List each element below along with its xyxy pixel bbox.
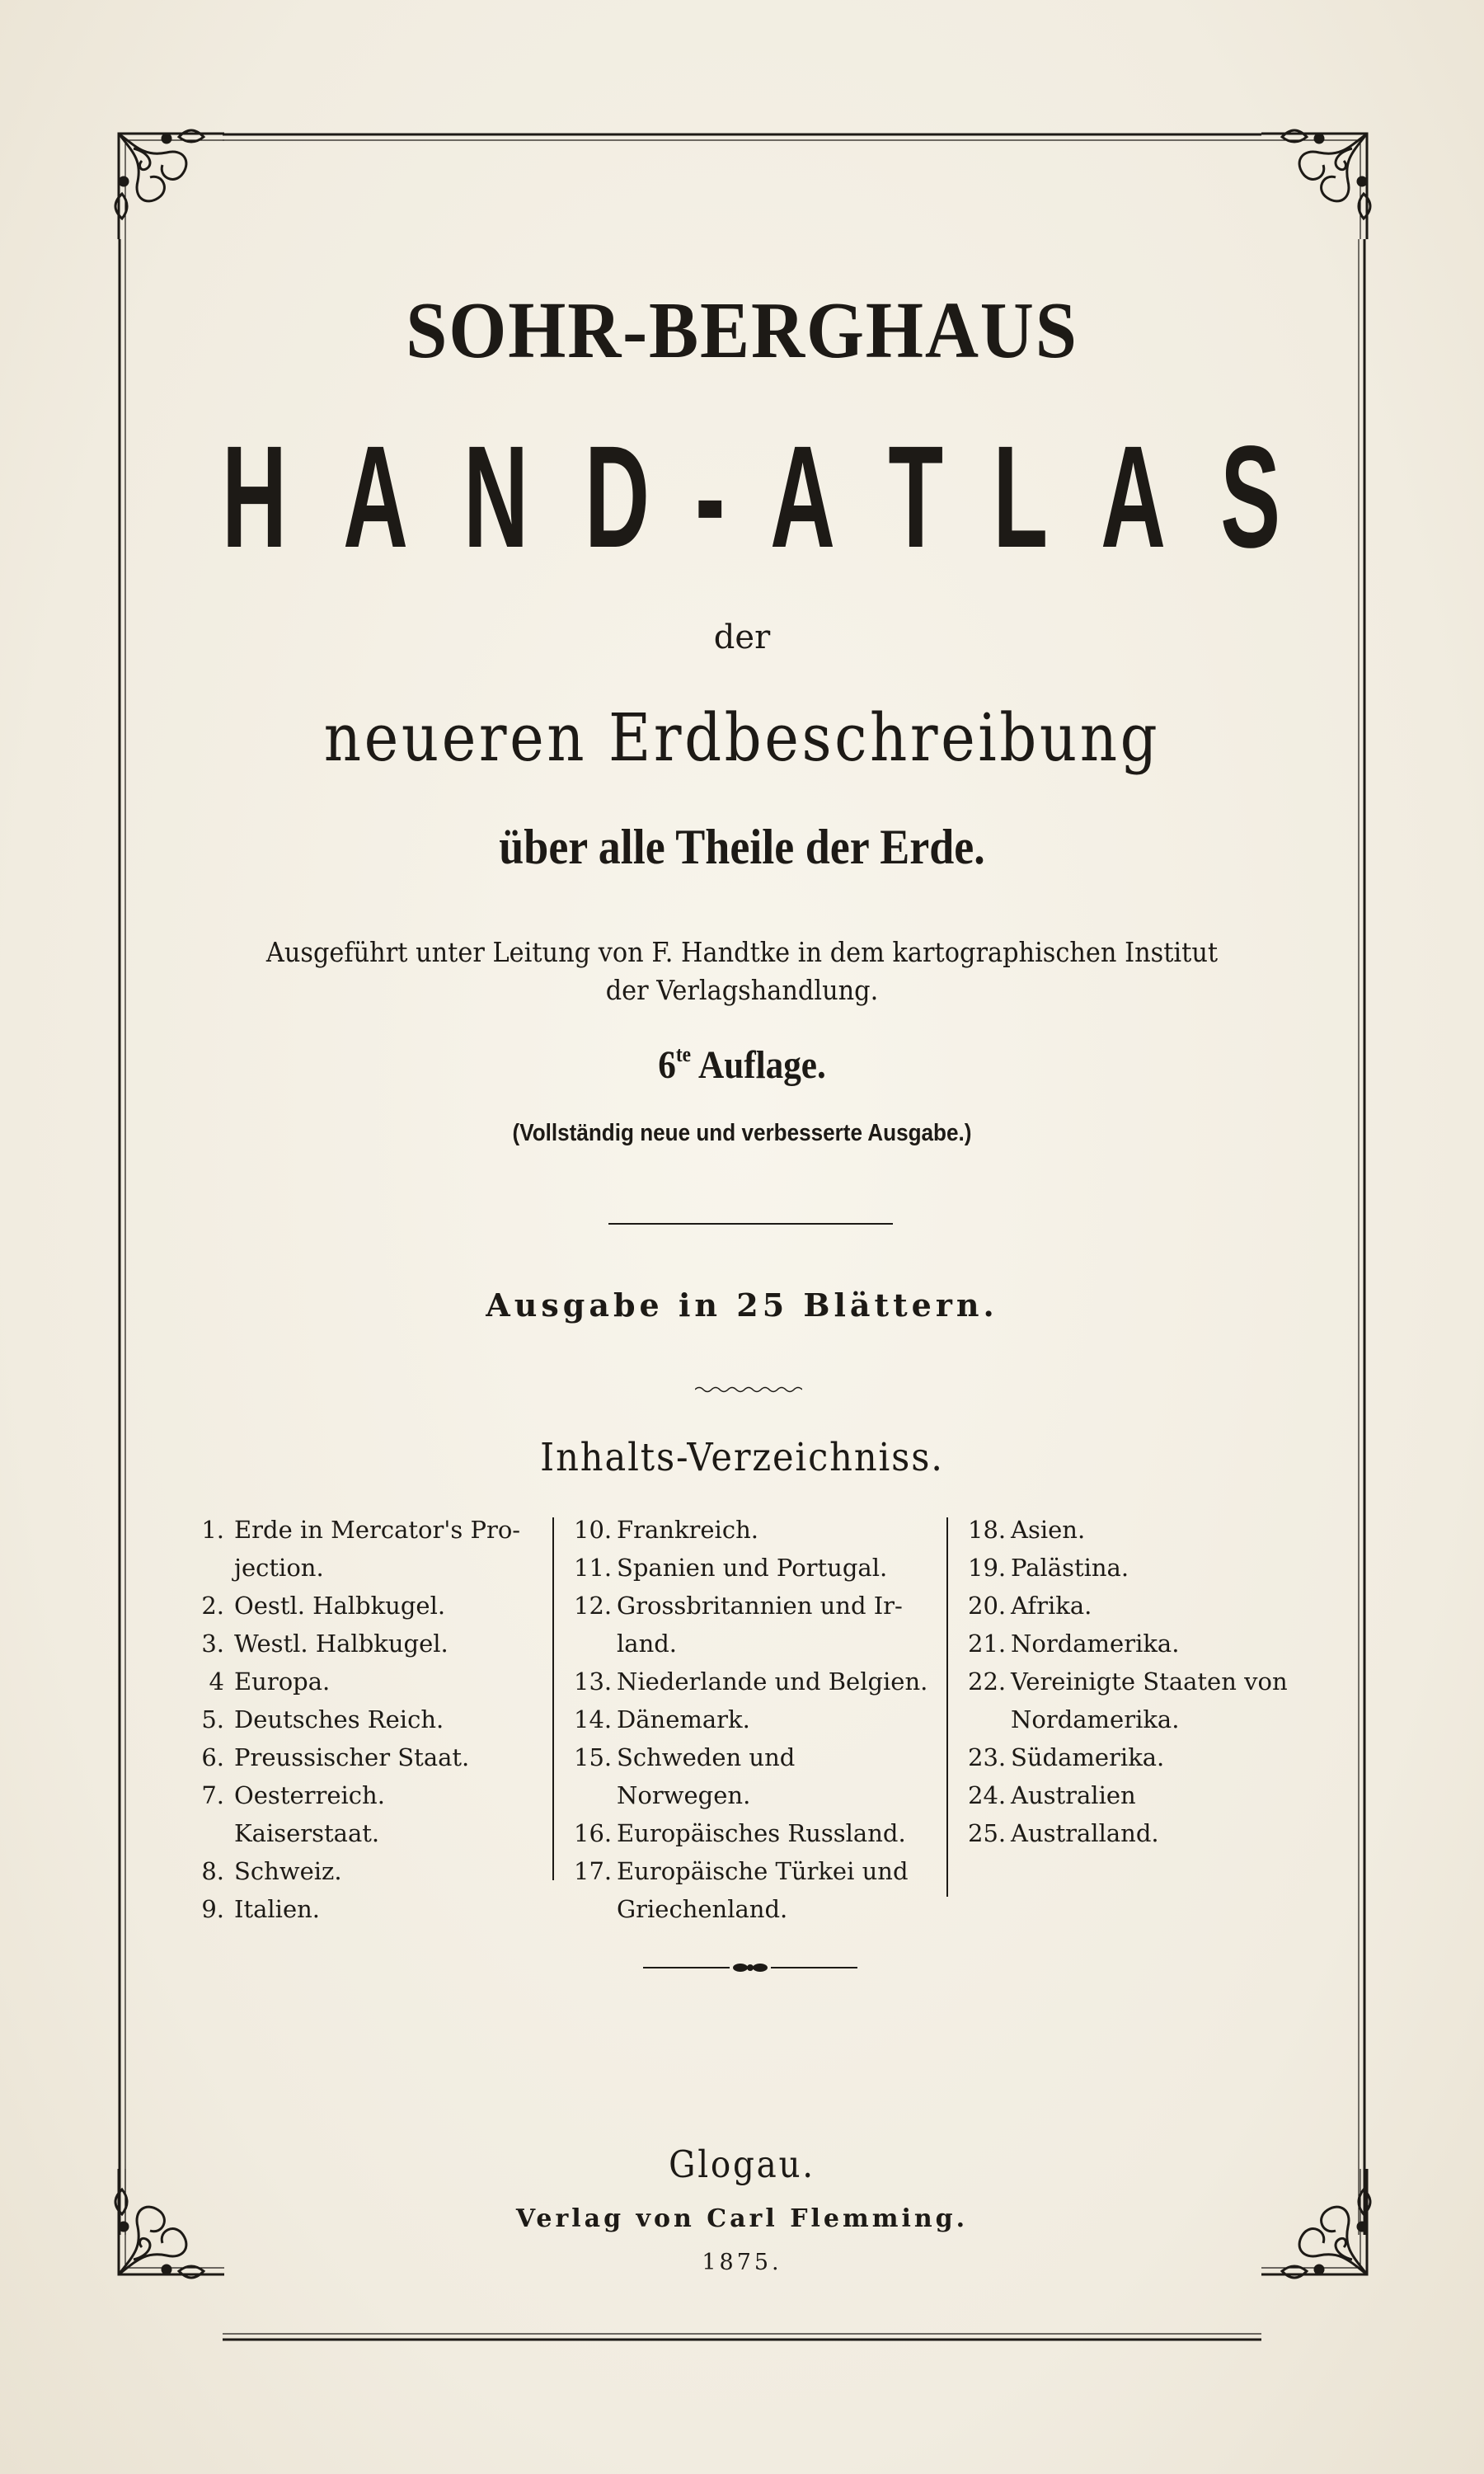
toc-entry xyxy=(191,1700,538,1738)
toc-entry-title: Spanien und Portugal. xyxy=(617,1554,888,1582)
toc-entry-number: 25. xyxy=(968,1819,1007,1847)
toc-entry-number: 20. xyxy=(968,1592,1007,1620)
toc-entry-title: Australien xyxy=(1011,1781,1136,1809)
toc-entry xyxy=(574,1587,928,1625)
toc-entry-title: Australland. xyxy=(1011,1819,1159,1847)
title-letter: A xyxy=(770,416,835,578)
toc-entry xyxy=(191,1625,538,1663)
edition xyxy=(74,1042,1410,1088)
toc-entry xyxy=(968,1587,1322,1625)
toc-entry-title: Frankreich. xyxy=(617,1516,758,1544)
toc-entry-number: 7. xyxy=(201,1781,224,1809)
edition-suffix: te xyxy=(675,1042,691,1066)
toc-entry-title: Vereinigte Staaten von xyxy=(1011,1667,1288,1696)
toc-entry-title: Südamerika. xyxy=(1011,1743,1165,1771)
imprint-year: 1875. xyxy=(702,2250,782,2275)
toc-entry xyxy=(191,1738,538,1776)
toc-entry-title: Erde in Mercator's Pro- xyxy=(234,1516,521,1544)
toc-entry xyxy=(191,1776,538,1852)
toc-entry-number: 6. xyxy=(201,1743,224,1771)
toc-entry-title: Grossbritannien und Ir- xyxy=(617,1592,903,1620)
toc-entry-title: Italien. xyxy=(234,1895,321,1923)
toc-entry xyxy=(191,1852,538,1890)
title-letter: N xyxy=(463,416,529,578)
table-of-contents xyxy=(191,1511,1321,1923)
toc-column-2 xyxy=(574,1511,928,1928)
toc-entry-title: Schweiz. xyxy=(234,1857,342,1885)
toc-entry-number: 16. xyxy=(574,1819,613,1847)
title-theile-der-erde: über alle Theile der Erde. xyxy=(499,820,985,874)
wavy-divider xyxy=(695,1385,802,1394)
toc-entry xyxy=(191,1511,538,1549)
edition-label: Auflage. xyxy=(697,1043,826,1087)
toc-entry-number: 9. xyxy=(201,1895,224,1923)
toc-entry-title: Schweden und Norwegen. xyxy=(617,1743,796,1809)
credits-line-1: Ausgeführt unter Leitung von F. Handtke in dem kartographischen Institut xyxy=(265,936,1219,968)
toc-entry-number: 5. xyxy=(201,1705,224,1733)
toc-entry-number: 15. xyxy=(574,1743,613,1771)
toc-column-separator xyxy=(946,1517,948,1897)
toc-entry xyxy=(968,1511,1322,1549)
toc-column-1 xyxy=(191,1511,538,1928)
corner-ornament-top-right xyxy=(1261,115,1385,239)
toc-entry xyxy=(968,1663,1322,1700)
title-letter: S xyxy=(1219,416,1280,578)
edition-number: 6 xyxy=(658,1043,676,1087)
toc-entry xyxy=(574,1738,928,1814)
toc-entry xyxy=(968,1549,1322,1587)
title-erdbeschreibung: neueren Erdbeschreibung xyxy=(323,699,1161,776)
imprint-publisher: Verlag von Carl Flemming. xyxy=(515,2204,969,2233)
toc-entry-number: 23. xyxy=(968,1743,1007,1771)
toc-entry xyxy=(968,1625,1322,1663)
toc-entry-continuation: land. xyxy=(617,1630,678,1658)
title-der: der xyxy=(713,618,771,656)
toc-entry-number: 14. xyxy=(574,1705,613,1733)
toc-entry xyxy=(574,1852,928,1890)
toc-entry-number: 17. xyxy=(574,1857,613,1885)
title-letter: D xyxy=(585,416,650,578)
toc-entry-number: 2. xyxy=(201,1592,224,1620)
toc-entry-number: 3. xyxy=(201,1630,224,1658)
ornamental-divider xyxy=(643,1961,857,1974)
title-hand-atlas xyxy=(202,416,1298,578)
toc-entry-title: Oesterreich. Kaiserstaat. xyxy=(234,1781,385,1847)
title-letter: - xyxy=(694,416,726,578)
toc-entry-number: 1. xyxy=(201,1516,224,1544)
toc-entry-number: 10. xyxy=(574,1516,613,1544)
toc-entry-number: 19. xyxy=(968,1554,1007,1582)
toc-entry-number: 24. xyxy=(968,1781,1007,1809)
toc-entry-number: 8. xyxy=(201,1857,224,1885)
toc-entry xyxy=(968,1738,1322,1776)
toc-entry-title: Westl. Halbkugel. xyxy=(234,1630,448,1658)
title-letter: T xyxy=(888,416,943,578)
toc-entry-number: 4 xyxy=(209,1667,224,1696)
toc-entry-number: 12. xyxy=(574,1592,613,1620)
toc-entry xyxy=(574,1700,928,1738)
toc-entry-title: Dänemark. xyxy=(617,1705,750,1733)
credits-line-2: der Verlagshandlung. xyxy=(605,974,879,1006)
credits xyxy=(59,934,1425,1009)
toc-entry-title: Niederlande und Belgien. xyxy=(617,1667,928,1696)
toc-entry-title: Palästina. xyxy=(1011,1554,1129,1582)
toc-entry xyxy=(968,1814,1322,1852)
toc-entry-number: 22. xyxy=(968,1667,1007,1696)
toc-entry xyxy=(968,1776,1322,1814)
toc-entry xyxy=(574,1663,928,1700)
toc-entry-continuation: Nordamerika. xyxy=(1011,1705,1180,1733)
title-letter: H xyxy=(222,416,287,578)
toc-entry-title: Afrika. xyxy=(1011,1592,1092,1620)
toc-entry-number: 11. xyxy=(574,1554,613,1582)
toc-entry-continuation: jection. xyxy=(234,1554,324,1582)
toc-title: Inhalts-Verzeichniss. xyxy=(540,1435,944,1480)
toc-entry xyxy=(191,1890,538,1928)
toc-entry-title: Oestl. Halbkugel. xyxy=(234,1592,446,1620)
title-letter: L xyxy=(993,416,1048,578)
toc-entry xyxy=(191,1663,538,1700)
toc-entry-title: Europäisches Russland. xyxy=(617,1819,906,1847)
toc-entry-number: 18. xyxy=(968,1516,1007,1544)
ausgabe-heading: Ausgabe in 25 Blättern. xyxy=(486,1286,998,1324)
toc-entry-title: Asien. xyxy=(1011,1516,1086,1544)
toc-entry xyxy=(574,1549,928,1587)
toc-entry-title: Europa. xyxy=(234,1667,331,1696)
toc-entry xyxy=(574,1814,928,1852)
toc-entry-title: Deutsches Reich. xyxy=(234,1705,444,1733)
title-letter: A xyxy=(1100,416,1166,578)
corner-ornament-top-left xyxy=(101,115,224,239)
toc-entry-title: Preussischer Staat. xyxy=(234,1743,470,1771)
title-letter: A xyxy=(342,416,408,578)
toc-column-separator xyxy=(552,1517,554,1880)
edition-note: (Vollständig neue und verbesserte Ausgabe.) xyxy=(512,1120,972,1146)
toc-entry-title: Nordamerika. xyxy=(1011,1630,1180,1658)
toc-entry-title: Europäische Türkei und xyxy=(617,1857,909,1885)
title-sohr-berghaus: SOHR-BERGHAUS xyxy=(406,286,1078,375)
toc-entry-number: 13. xyxy=(574,1667,613,1696)
toc-entry xyxy=(191,1587,538,1625)
divider-rule xyxy=(608,1223,893,1225)
toc-entry-continuation: Griechenland. xyxy=(617,1895,788,1923)
toc-entry-number: 21. xyxy=(968,1630,1007,1658)
toc-column-3 xyxy=(968,1511,1322,1852)
toc-entry xyxy=(574,1511,928,1549)
imprint-city: Glogau. xyxy=(669,2142,815,2186)
